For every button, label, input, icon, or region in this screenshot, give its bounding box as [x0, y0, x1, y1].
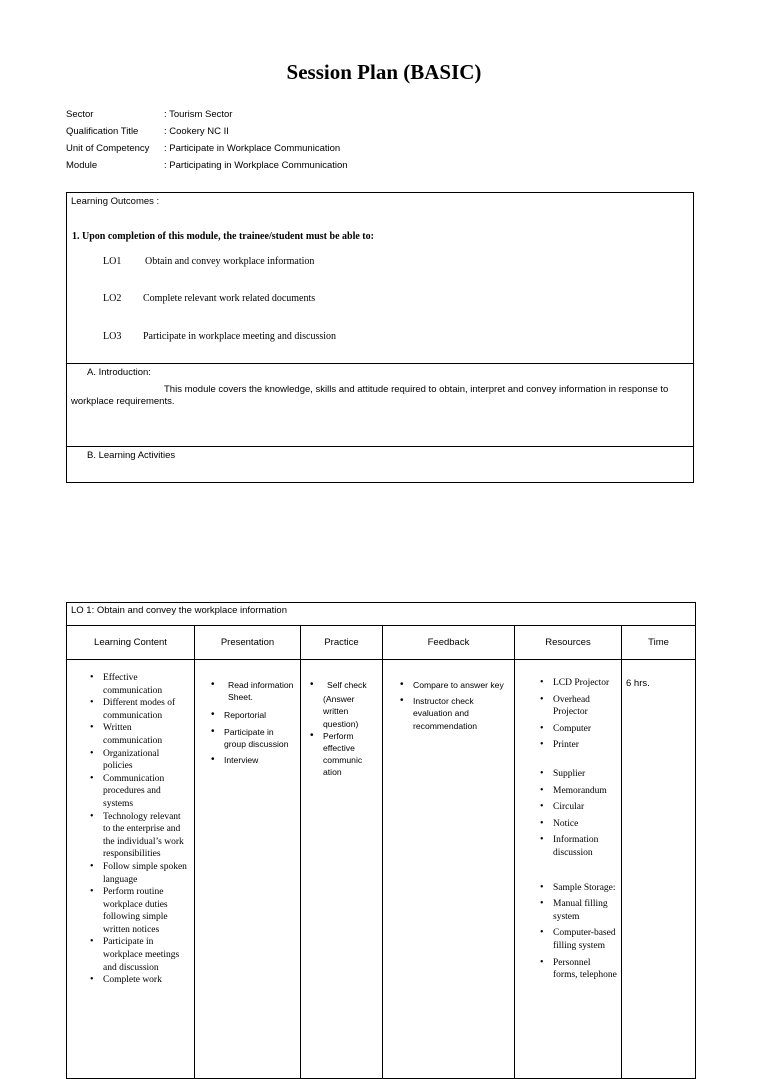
- feedback-cell: [383, 660, 515, 1079]
- list-item: • Overhead Projector: [553, 694, 617, 719]
- list-item: • Interview: [224, 754, 296, 766]
- list-item: • Read information Sheet.: [224, 679, 296, 703]
- column-header: Feedback: [383, 626, 515, 660]
- list-item: • Circular: [553, 801, 617, 814]
- meta-row-qualification: [66, 123, 348, 140]
- resources-cell: [515, 660, 622, 1079]
- section-divider: [67, 363, 693, 364]
- lo-code: LO3: [103, 331, 122, 342]
- list-item: • Manual filling system: [553, 898, 617, 923]
- lo-text: Participate in workplace meeting and discussion: [143, 331, 337, 342]
- list-item: • Supplier: [553, 768, 617, 781]
- meta-label: Qualification Title: [66, 126, 139, 137]
- meta-label: Unit of Competency: [66, 143, 150, 154]
- meta-label: Module: [66, 160, 98, 171]
- introduction-text: This module covers the knowledge, skills and attitude required to obtain, interpret and convey information in response to workplace requirements.: [71, 384, 669, 407]
- list-item: • Instructor check evaluation and recommendation: [413, 695, 510, 732]
- list-item: • LCD Projector: [553, 677, 617, 690]
- meta-row-module: [66, 157, 348, 174]
- table-header-row: [67, 626, 696, 660]
- lo-text: Obtain and convey workplace information: [145, 256, 315, 267]
- meta-value: : Cookery NC II: [164, 126, 229, 137]
- meta-row-competency: [66, 140, 348, 157]
- practice-cell: [301, 660, 383, 1079]
- meta-row-sector: [66, 106, 348, 123]
- list-item: • Memorandum: [553, 785, 617, 798]
- lo-text: Complete relevant work related documents: [143, 293, 316, 304]
- learning-content-cell: [67, 660, 195, 1079]
- list-item: • Reportorial: [224, 709, 296, 721]
- learning-outcome-item: [103, 256, 314, 267]
- list-item: • Sample Storage:: [553, 882, 617, 895]
- list-item: • Personnel forms, telephone: [553, 957, 617, 982]
- list-item: • Computer: [553, 723, 617, 736]
- introduction-label: A. Introduction:: [87, 367, 151, 378]
- list-item: • Self check: [323, 679, 380, 691]
- learning-outcome-item: [103, 331, 336, 342]
- list-item: • Printer: [553, 739, 617, 752]
- list-item: (Answer written question): [323, 694, 359, 729]
- list-item: • Computer-based filling system: [553, 927, 617, 952]
- list-item: • Complete work: [103, 974, 188, 987]
- list-item: • Perform effective communic ation: [323, 730, 380, 779]
- table-row: [67, 660, 696, 1079]
- learning-outcomes-box: [66, 192, 694, 483]
- list-item: • Different modes of communication: [103, 697, 188, 722]
- presentation-cell: [195, 660, 301, 1079]
- list-item: • Compare to answer key: [413, 679, 510, 691]
- outcomes-label: Learning Outcomes :: [71, 196, 160, 207]
- time-cell: 6 hrs.: [622, 660, 696, 1079]
- lo1-session-table: [66, 602, 696, 1079]
- list-item: • Information discussion: [553, 834, 617, 859]
- column-header: Practice: [301, 626, 383, 660]
- learning-activities-label: B. Learning Activities: [87, 450, 176, 461]
- list-item: • Communication procedures and systems: [103, 773, 188, 811]
- list-item: • Effective communication: [103, 672, 188, 697]
- page-title: Session Plan (BASIC): [286, 60, 482, 84]
- list-item: • Written communication: [103, 722, 188, 747]
- list-item: • Organizational policies: [103, 748, 188, 773]
- lo-code: LO1: [103, 256, 122, 267]
- column-header: Resources: [515, 626, 622, 660]
- list-item: • Perform routine workplace duties following simple written notices: [103, 886, 188, 936]
- list-item: • Participate in group discussion: [224, 726, 296, 750]
- learning-outcome-item: [103, 293, 315, 304]
- list-item: • Technology relevant to the enterprise and the individual’s work responsibilities: [103, 811, 188, 861]
- column-header: Time: [622, 626, 696, 660]
- lo-code: LO2: [103, 293, 122, 304]
- section-divider: [67, 446, 693, 447]
- meta-value: : Tourism Sector: [164, 109, 233, 120]
- outcomes-heading: 1. Upon completion of this module, the trainee/student must be able to:: [72, 231, 374, 242]
- list-item: • Participate in workplace meetings and discussion: [103, 936, 188, 974]
- meta-value: : Participating in Workplace Communication: [164, 160, 348, 171]
- list-item: • Notice: [553, 818, 617, 831]
- lo-title-cell: LO 1: Obtain and convey the workplace information: [67, 603, 696, 626]
- column-header: Presentation: [195, 626, 301, 660]
- session-metadata: [66, 106, 348, 174]
- column-header: Learning Content: [67, 626, 195, 660]
- meta-label: Sector: [66, 109, 94, 120]
- list-item: • Follow simple spoken language: [103, 861, 188, 886]
- meta-value: : Participate in Workplace Communication: [164, 143, 341, 154]
